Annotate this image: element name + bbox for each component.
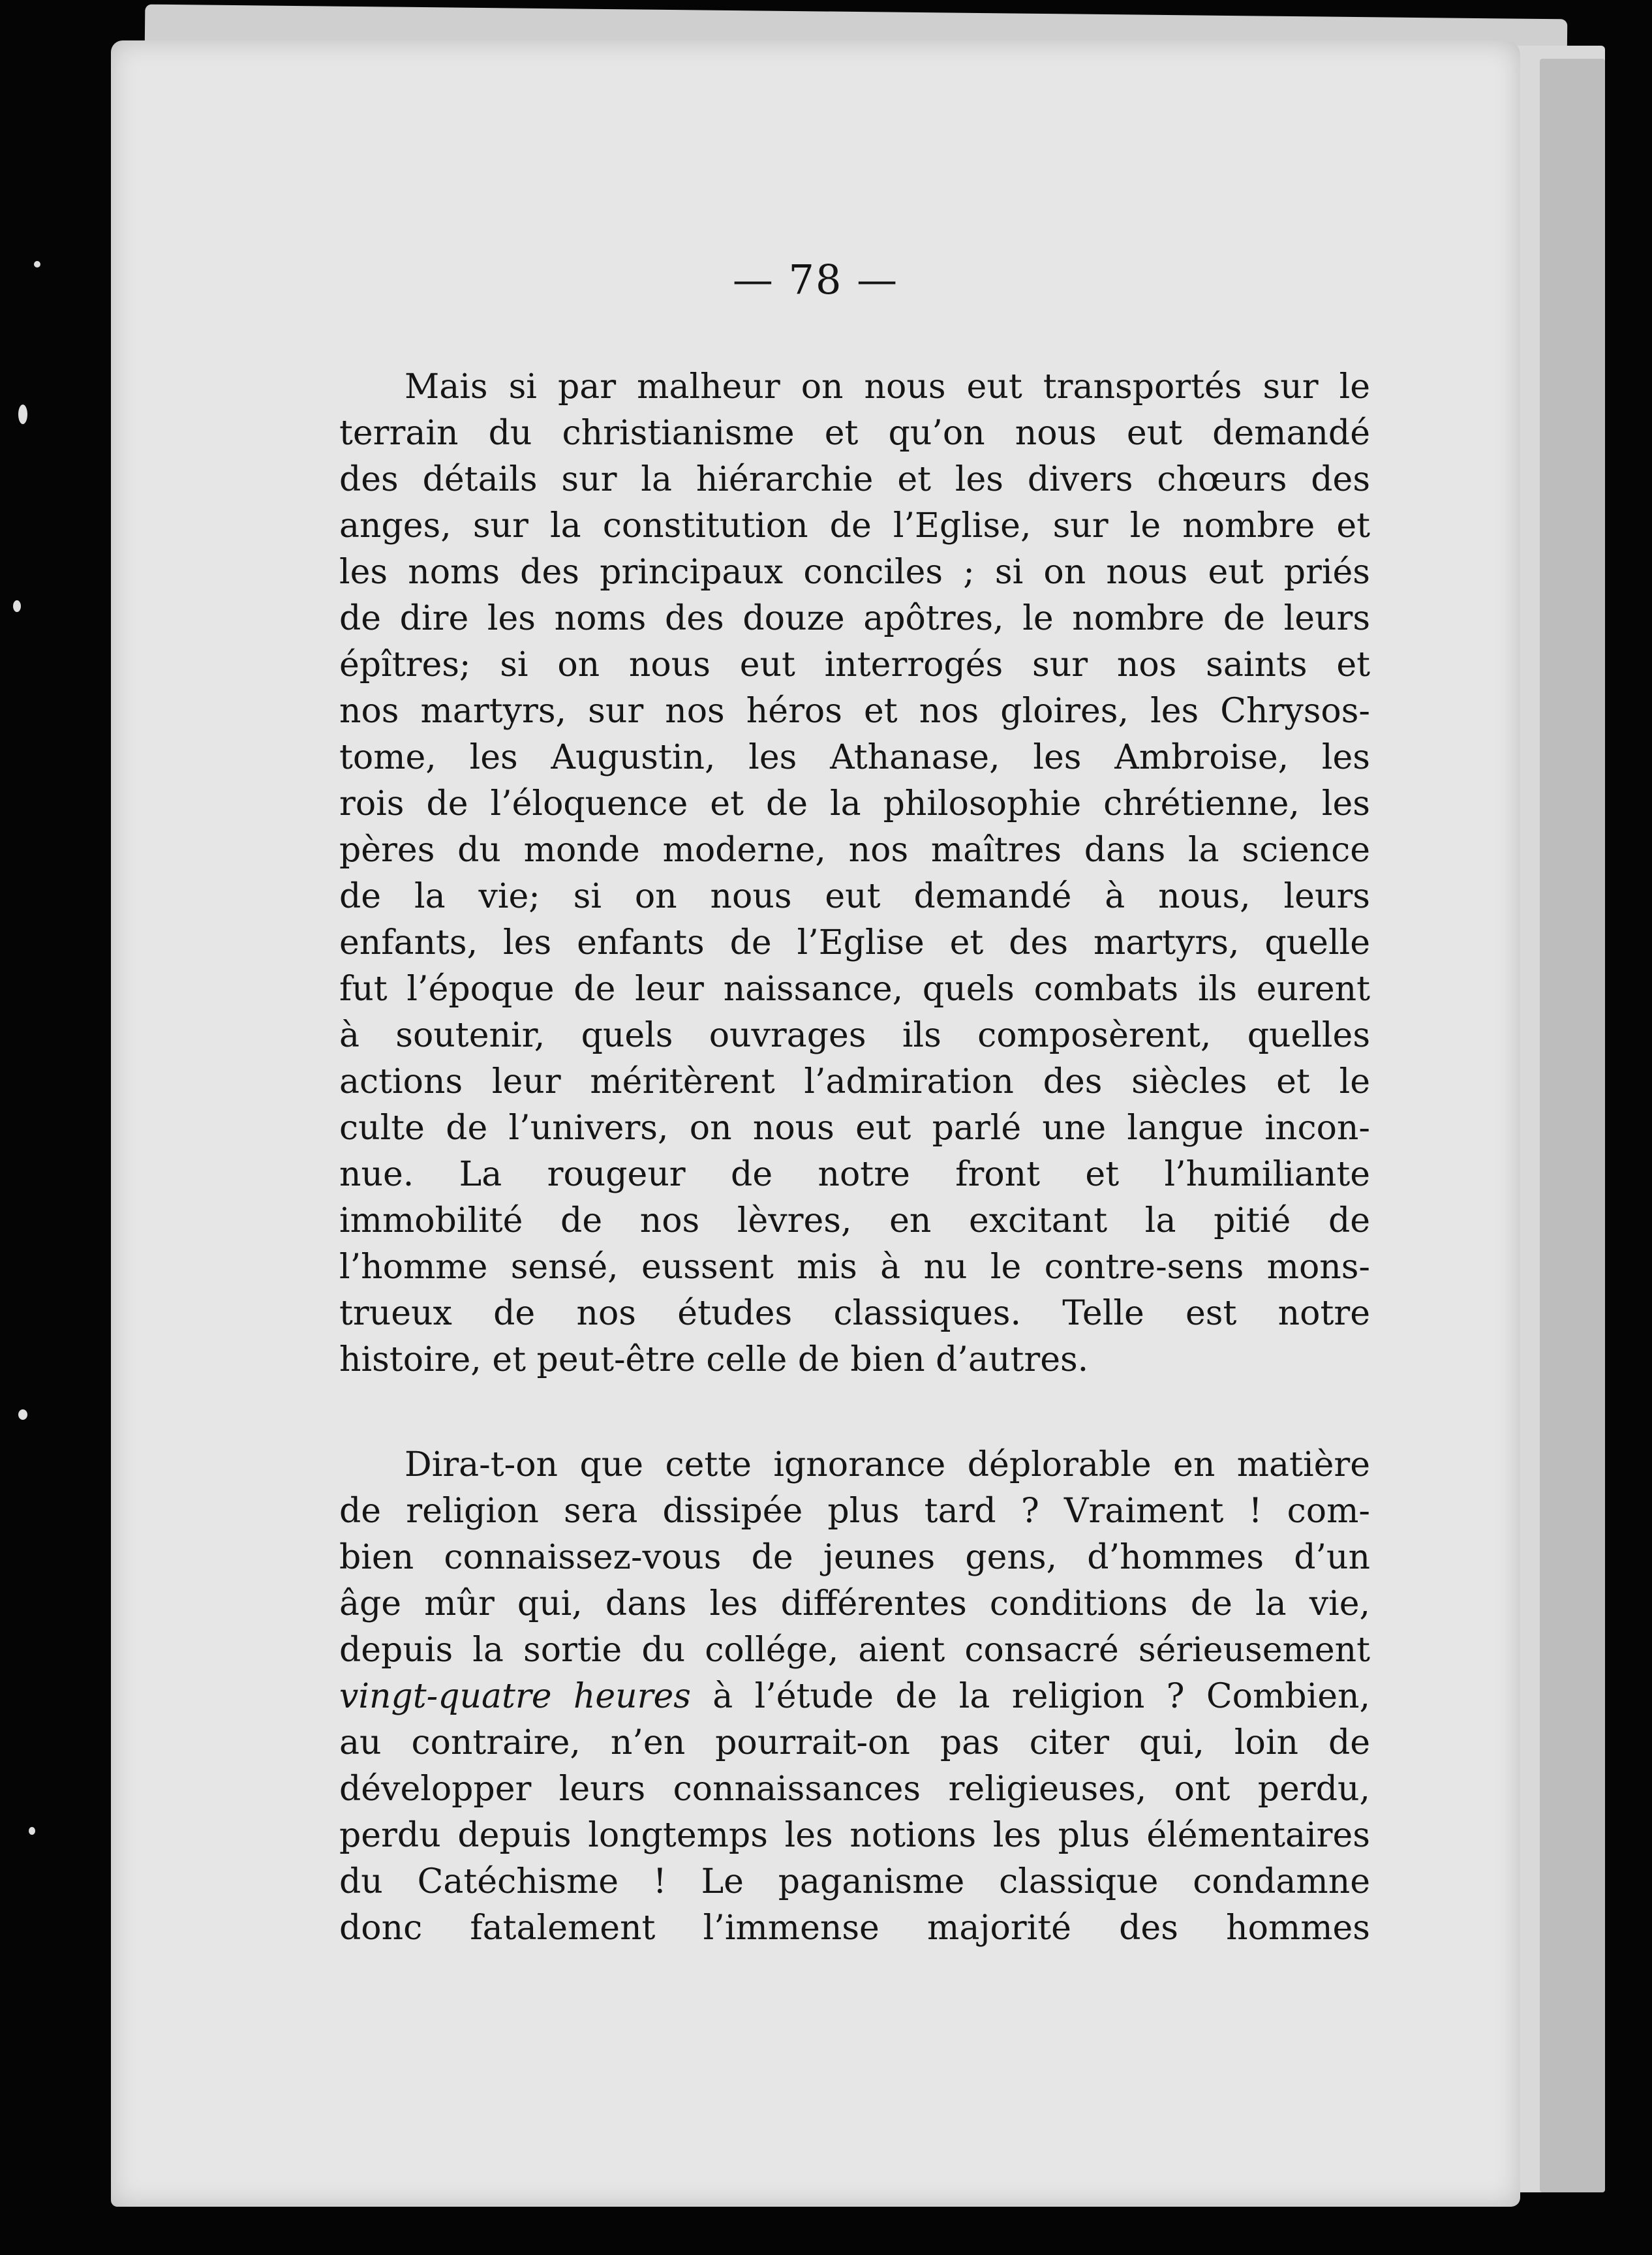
- scan-speck: [13, 600, 21, 612]
- text-line: terrain du christianisme et qu’on nous eut demandé: [339, 414, 1370, 453]
- text-line: culte de l’univers, on nous eut parlé une langue incon-: [339, 1109, 1370, 1148]
- text-line: pères du monde moderne, nos maîtres dans la science: [339, 831, 1370, 870]
- text-line: développer leurs connaissances religieuses, ont perdu,: [339, 1770, 1370, 1809]
- text-line: du Catéchisme ! Le paganisme classique condamne: [339, 1862, 1370, 1901]
- scan-speck: [18, 405, 27, 424]
- text-line-rest: à l’étude de la religion ? Combien,: [690, 1677, 1370, 1716]
- text-line: de dire les noms des douze apôtres, le nombre de leurs: [339, 599, 1370, 638]
- text-line: nue. La rougeur de notre front et l’humiliante: [339, 1155, 1370, 1194]
- paragraph-2: [339, 1442, 1370, 1952]
- text-line: tome, les Augustin, les Athanase, les Ambroise, les: [339, 738, 1370, 777]
- text-line: des détails sur la hiérarchie et les divers chœurs des: [339, 460, 1370, 499]
- text-line: rois de l’éloquence et de la philosophie chrétienne, les: [339, 784, 1370, 823]
- text-line: trueux de nos études classiques. Telle est notre: [339, 1294, 1370, 1333]
- text-line: immobilité de nos lèvres, en excitant la pitié de: [339, 1201, 1370, 1240]
- text-line: depuis la sortie du collége, aient consacré sérieusement: [339, 1631, 1370, 1670]
- text-line: anges, sur la constitution de l’Eglise, sur le nombre et: [339, 506, 1370, 545]
- text-line: donc fatalement l’immense majorité des hommes: [339, 1909, 1370, 1948]
- text-line: enfants, les enfants de l’Eglise et des martyrs, quelle: [339, 923, 1370, 962]
- text-line: les noms des principaux conciles ; si on nous eut priés: [339, 553, 1370, 592]
- scan-speck: [34, 261, 40, 268]
- text-line: à soutenir, quels ouvrages ils composèrent, quelles: [339, 1016, 1370, 1055]
- scan-speck: [29, 1827, 35, 1835]
- text-line: de religion sera dissipée plus tard ? Vraiment ! com-: [339, 1492, 1370, 1531]
- text-line: de la vie; si on nous eut demandé à nous, leurs: [339, 877, 1370, 916]
- text-line: perdu depuis longtemps les notions les plus élémentaires: [339, 1816, 1370, 1855]
- text-line: l’homme sensé, eussent mis à nu le contre-sens mons-: [339, 1248, 1370, 1287]
- paragraph-1: [339, 364, 1370, 1383]
- text-line-with-italic: [339, 1674, 1370, 1720]
- text-line: nos martyrs, sur nos héros et nos gloires, les Chrysos-: [339, 692, 1370, 731]
- text-line: âge mûr qui, dans les différentes conditions de la vie,: [339, 1584, 1370, 1623]
- book-page: [111, 40, 1520, 2207]
- back-page-edge-right-inner: [1540, 59, 1605, 2192]
- text-line: fut l’époque de leur naissance, quels combats ils eurent: [339, 970, 1370, 1009]
- text-line: au contraire, n’en pourrait-on pas citer qui, loin de: [339, 1723, 1370, 1762]
- text-line: actions leur méritèrent l’admiration des siècles et le: [339, 1062, 1370, 1101]
- italic-phrase: vingt-quatre heures: [339, 1677, 691, 1716]
- page-content: [111, 40, 1520, 2207]
- text-line: épîtres; si on nous eut interrogés sur nos saints et: [339, 645, 1370, 684]
- text-line: histoire, et peut-être celle de bien d’autres.: [339, 1340, 1089, 1379]
- text-line: bien connaissez-vous de jeunes gens, d’hommes d’un: [339, 1538, 1370, 1577]
- text-line: Mais si par malheur on nous eut transportés sur le: [405, 367, 1370, 407]
- page-number: — 78 —: [732, 256, 899, 303]
- text-line: Dira-t-on que cette ignorance déplorable en matière: [405, 1445, 1370, 1484]
- scan-speck: [18, 1409, 27, 1420]
